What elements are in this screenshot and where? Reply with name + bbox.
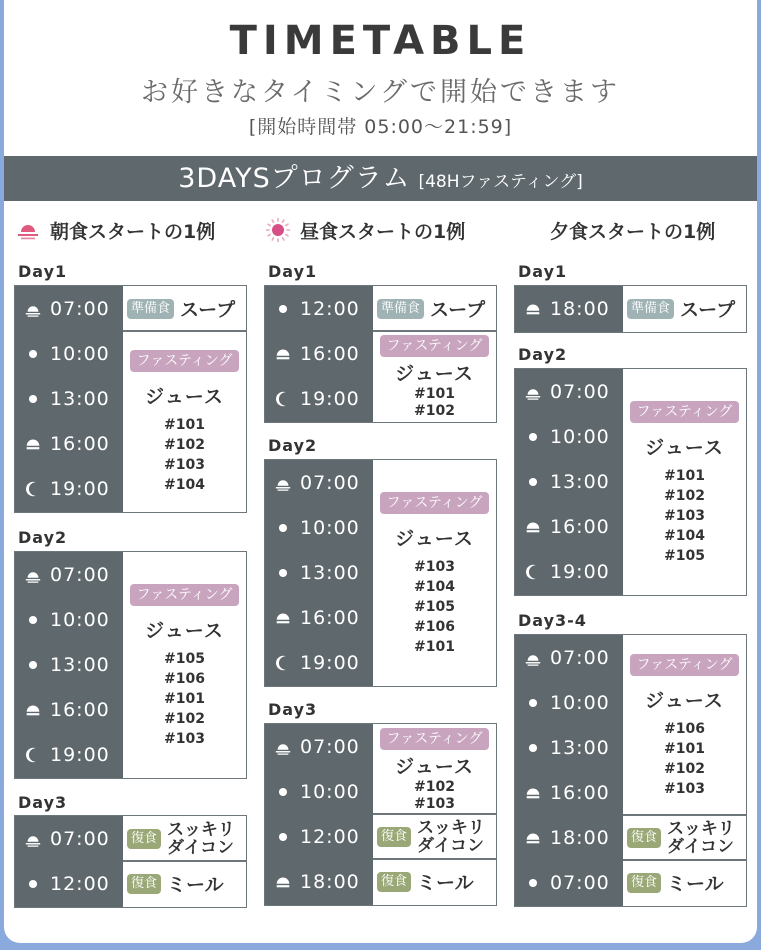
time-text: 10:00 xyxy=(50,342,110,365)
day-schedule-block xyxy=(14,285,247,513)
column-heading-2 xyxy=(264,215,465,245)
sunset-icon xyxy=(272,343,294,365)
sun-icon xyxy=(272,826,294,848)
juice-label: ジュース xyxy=(145,386,224,408)
time-text: 07:00 xyxy=(550,871,610,894)
juice-item: #102 xyxy=(664,487,705,504)
juice-item: #103 xyxy=(414,558,455,575)
time-slot xyxy=(265,286,373,331)
day-label: Day2 xyxy=(268,436,318,455)
juice-item: #105 xyxy=(414,598,455,615)
time-slot xyxy=(515,680,623,725)
fasting-badge: ファスティング xyxy=(130,350,238,372)
time-text: 19:00 xyxy=(300,387,360,410)
recovery-meal-badge: 復食 xyxy=(127,874,161,894)
sun-icon xyxy=(22,343,44,365)
time-text: 12:00 xyxy=(50,872,110,895)
sun-icon xyxy=(22,873,44,895)
time-slot xyxy=(265,595,373,640)
juice-item: #101 xyxy=(164,417,205,433)
sun-icon xyxy=(272,781,294,803)
time-text: 10:00 xyxy=(300,780,360,803)
time-text: 10:00 xyxy=(300,516,360,539)
juice-item: #104 xyxy=(164,477,205,493)
sunrise-icon xyxy=(522,647,544,669)
time-text: 07:00 xyxy=(300,735,360,758)
time-text: 07:00 xyxy=(550,380,610,403)
fasting-cell xyxy=(373,724,496,814)
time-slot xyxy=(15,861,123,906)
sunrise-icon xyxy=(272,736,294,758)
fasting-cell xyxy=(123,552,246,777)
time-slot xyxy=(15,642,123,687)
juice-item: #103 xyxy=(164,457,205,473)
prep-meal-badge: 準備食 xyxy=(377,299,424,319)
sun-icon xyxy=(522,692,544,714)
day-schedule-block xyxy=(14,551,247,779)
recovery-meal-badge: 復食 xyxy=(377,827,411,847)
juice-item: #101 xyxy=(664,467,705,484)
day-schedule-block xyxy=(264,723,497,906)
time-slot xyxy=(265,550,373,595)
sunrise-icon xyxy=(272,472,294,494)
fasting-cell xyxy=(123,331,246,511)
time-text: 16:00 xyxy=(300,342,360,365)
juice-item: #101 xyxy=(164,690,205,707)
juice-list xyxy=(123,415,246,495)
meal-name: ミール xyxy=(167,874,224,896)
juice-list xyxy=(123,649,246,749)
meal-name: ミール xyxy=(417,872,474,894)
time-slot xyxy=(15,331,123,376)
sunrise-icon xyxy=(14,216,42,244)
time-slot xyxy=(15,286,123,331)
meal-name: スッキリ ダイコン xyxy=(417,817,485,856)
moon-icon xyxy=(272,652,294,674)
juice-label: ジュース xyxy=(645,690,724,712)
fasting-badge: ファスティング xyxy=(380,728,488,750)
fasting-badge: ファスティング xyxy=(380,492,488,514)
sunset-icon xyxy=(272,607,294,629)
program-banner xyxy=(4,156,757,201)
recovery-meal-cell xyxy=(373,814,496,859)
time-text: 13:00 xyxy=(50,387,110,410)
time-text: 18:00 xyxy=(300,870,360,893)
day-label: Day2 xyxy=(518,345,568,364)
fasting-cell xyxy=(623,369,746,594)
fasting-badge: ファスティング xyxy=(130,584,238,606)
juice-label: ジュース xyxy=(395,756,474,778)
juice-item: #101 xyxy=(414,638,455,655)
timetable-card xyxy=(4,0,757,943)
time-text: 07:00 xyxy=(50,297,110,320)
time-slot xyxy=(265,376,373,421)
sun-icon xyxy=(272,562,294,584)
time-text: 16:00 xyxy=(300,606,360,629)
sun-icon xyxy=(522,872,544,894)
juice-item: #105 xyxy=(664,547,705,564)
fasting-badge: ファスティング xyxy=(630,654,738,676)
juice-item: #103 xyxy=(664,781,705,797)
time-slot xyxy=(515,635,623,680)
time-text: 07:00 xyxy=(50,563,110,586)
juice-list xyxy=(623,466,746,566)
time-text: 16:00 xyxy=(50,698,110,721)
prep-meal-cell xyxy=(623,286,746,331)
day-schedule-block xyxy=(264,459,497,687)
time-slot xyxy=(515,414,623,459)
sunrise-icon xyxy=(22,564,44,586)
time-slot xyxy=(515,725,623,770)
sun-icon xyxy=(522,426,544,448)
sunset-icon xyxy=(272,871,294,893)
juice-item: #105 xyxy=(164,650,205,667)
time-text: 13:00 xyxy=(550,736,610,759)
time-slot xyxy=(15,376,123,421)
juice-label: ジュース xyxy=(395,527,474,550)
meal-name: スープ xyxy=(680,299,736,321)
juice-item: #102 xyxy=(664,761,705,777)
juice-item: #106 xyxy=(164,670,205,687)
sun-icon xyxy=(522,737,544,759)
sunset-icon xyxy=(522,827,544,849)
sun-icon xyxy=(522,471,544,493)
sun-icon xyxy=(22,654,44,676)
day-label: Day1 xyxy=(518,262,568,281)
day-schedule-block xyxy=(14,815,247,908)
juice-item: #102 xyxy=(164,710,205,727)
time-text: 12:00 xyxy=(300,297,360,320)
sun-icon xyxy=(264,216,292,244)
sunset-icon xyxy=(22,433,44,455)
time-text: 18:00 xyxy=(550,826,610,849)
sunrise-icon xyxy=(522,381,544,403)
juice-label: ジュース xyxy=(395,363,474,385)
juice-item: #104 xyxy=(664,527,705,544)
column-heading-3 xyxy=(514,215,715,245)
time-text: 13:00 xyxy=(50,653,110,676)
time-slot xyxy=(15,597,123,642)
sun-icon xyxy=(22,609,44,631)
time-slot xyxy=(265,640,373,685)
recovery-meal-badge: 復食 xyxy=(127,829,161,849)
meal-name: スープ xyxy=(180,299,236,321)
juice-list xyxy=(623,719,746,799)
juice-label: ジュース xyxy=(645,436,724,459)
time-text: 13:00 xyxy=(550,470,610,493)
juice-item: #101 xyxy=(414,386,455,402)
juice-item: #103 xyxy=(664,507,705,524)
time-slot xyxy=(265,505,373,550)
time-slot xyxy=(515,815,623,860)
time-text: 16:00 xyxy=(50,432,110,455)
time-slot xyxy=(265,769,373,814)
time-slot xyxy=(15,816,123,861)
fasting-cell xyxy=(373,331,496,421)
juice-item: #102 xyxy=(414,779,455,795)
juice-item: #103 xyxy=(164,730,205,747)
time-slot xyxy=(515,286,623,331)
sunset-icon xyxy=(22,699,44,721)
time-text: 07:00 xyxy=(50,827,110,850)
page-title: TIMETABLE xyxy=(229,18,532,64)
time-text: 18:00 xyxy=(550,297,610,320)
time-slot xyxy=(515,459,623,504)
juice-item: #104 xyxy=(414,578,455,595)
day-label: Day3-4 xyxy=(518,611,587,630)
recovery-meal-cell xyxy=(373,859,496,904)
juice-item: #106 xyxy=(664,721,705,737)
column-heading-text: 昼食スタートの1例 xyxy=(300,220,466,243)
day-label: Day3 xyxy=(18,793,68,812)
fasting-cell xyxy=(373,460,496,685)
sunrise-icon xyxy=(22,298,44,320)
time-slot xyxy=(515,504,623,549)
fasting-badge: ファスティング xyxy=(630,401,738,423)
time-slot xyxy=(265,460,373,505)
juice-item: #101 xyxy=(664,741,705,757)
juice-item: #102 xyxy=(164,437,205,453)
day-schedule-block xyxy=(514,634,747,907)
juice-item: #103 xyxy=(414,796,455,812)
time-text: 19:00 xyxy=(50,743,110,766)
sun-icon xyxy=(272,298,294,320)
time-column xyxy=(515,635,623,906)
recovery-meal-cell xyxy=(623,815,746,860)
time-slot xyxy=(515,770,623,815)
juice-item: #106 xyxy=(414,618,455,635)
time-text: 10:00 xyxy=(550,425,610,448)
recovery-meal-badge: 復食 xyxy=(627,828,661,848)
recovery-meal-cell xyxy=(123,816,246,861)
time-slot xyxy=(515,369,623,414)
time-slot xyxy=(265,814,373,859)
prep-meal-badge: 準備食 xyxy=(127,299,174,319)
sun-icon xyxy=(22,388,44,410)
time-column xyxy=(265,724,373,905)
day-label: Day2 xyxy=(18,528,68,547)
juice-list xyxy=(373,386,496,420)
meal-name: ミール xyxy=(667,873,724,895)
prep-meal-badge: 準備食 xyxy=(627,299,674,319)
juice-list xyxy=(373,779,496,813)
time-text: 19:00 xyxy=(300,651,360,674)
time-text: 07:00 xyxy=(300,471,360,494)
time-text: 10:00 xyxy=(550,691,610,714)
crescent-moon-icon xyxy=(514,216,542,244)
moon-icon xyxy=(272,388,294,410)
time-text: 19:00 xyxy=(550,560,610,583)
day-schedule-block xyxy=(514,285,747,333)
time-column xyxy=(15,816,123,907)
column-heading-text: 朝食スタートの1例 xyxy=(50,220,216,243)
time-slot xyxy=(265,331,373,376)
time-column xyxy=(515,286,623,332)
sunrise-icon xyxy=(22,828,44,850)
program-title: 3DAYSプログラム xyxy=(178,163,411,194)
time-text: 19:00 xyxy=(50,477,110,500)
page-subtitle: お好きなタイミングで開始できます xyxy=(141,77,620,108)
start-hours-note: [開始時間帯 05:00〜21:59] xyxy=(248,116,513,138)
fasting-badge: ファスティング xyxy=(380,335,488,357)
juice-item: #102 xyxy=(414,403,455,419)
moon-icon xyxy=(522,561,544,583)
day-schedule-block xyxy=(264,285,497,423)
time-text: 16:00 xyxy=(550,781,610,804)
prep-meal-cell xyxy=(123,286,246,331)
time-text: 10:00 xyxy=(50,608,110,631)
time-slot xyxy=(15,732,123,777)
recovery-meal-badge: 復食 xyxy=(627,873,661,893)
time-slot xyxy=(515,860,623,905)
sunset-icon xyxy=(522,516,544,538)
time-column xyxy=(15,286,123,512)
time-text: 13:00 xyxy=(300,561,360,584)
day-label: Day1 xyxy=(268,262,318,281)
time-slot xyxy=(15,552,123,597)
time-column xyxy=(515,369,623,595)
meal-name: スープ xyxy=(430,299,486,321)
time-slot xyxy=(15,687,123,732)
time-column xyxy=(15,552,123,778)
sunset-icon xyxy=(522,298,544,320)
moon-icon xyxy=(22,478,44,500)
recovery-meal-cell xyxy=(123,861,246,906)
recovery-meal-badge: 復食 xyxy=(377,872,411,892)
day-schedule-block xyxy=(514,368,747,596)
day-label: Day1 xyxy=(18,262,68,281)
program-subtitle: [48Hファスティング] xyxy=(418,172,583,192)
juice-label: ジュース xyxy=(145,619,224,642)
time-slot xyxy=(265,859,373,904)
moon-icon xyxy=(22,744,44,766)
time-slot xyxy=(15,466,123,511)
meal-name: スッキリ ダイコン xyxy=(667,818,735,857)
time-slot xyxy=(515,549,623,594)
time-slot xyxy=(265,724,373,769)
fasting-cell xyxy=(623,635,746,815)
time-column xyxy=(265,460,373,686)
column-heading-1 xyxy=(14,215,215,245)
time-text: 12:00 xyxy=(300,825,360,848)
juice-list xyxy=(373,557,496,657)
prep-meal-cell xyxy=(373,286,496,331)
time-text: 07:00 xyxy=(550,646,610,669)
sun-icon xyxy=(272,517,294,539)
recovery-meal-cell xyxy=(623,860,746,905)
time-slot xyxy=(15,421,123,466)
time-column xyxy=(265,286,373,422)
time-text: 16:00 xyxy=(550,515,610,538)
meal-name: スッキリ ダイコン xyxy=(167,819,235,858)
day-label: Day3 xyxy=(268,700,318,719)
sunset-icon xyxy=(522,782,544,804)
column-heading-text: 夕食スタートの1例 xyxy=(550,220,716,243)
